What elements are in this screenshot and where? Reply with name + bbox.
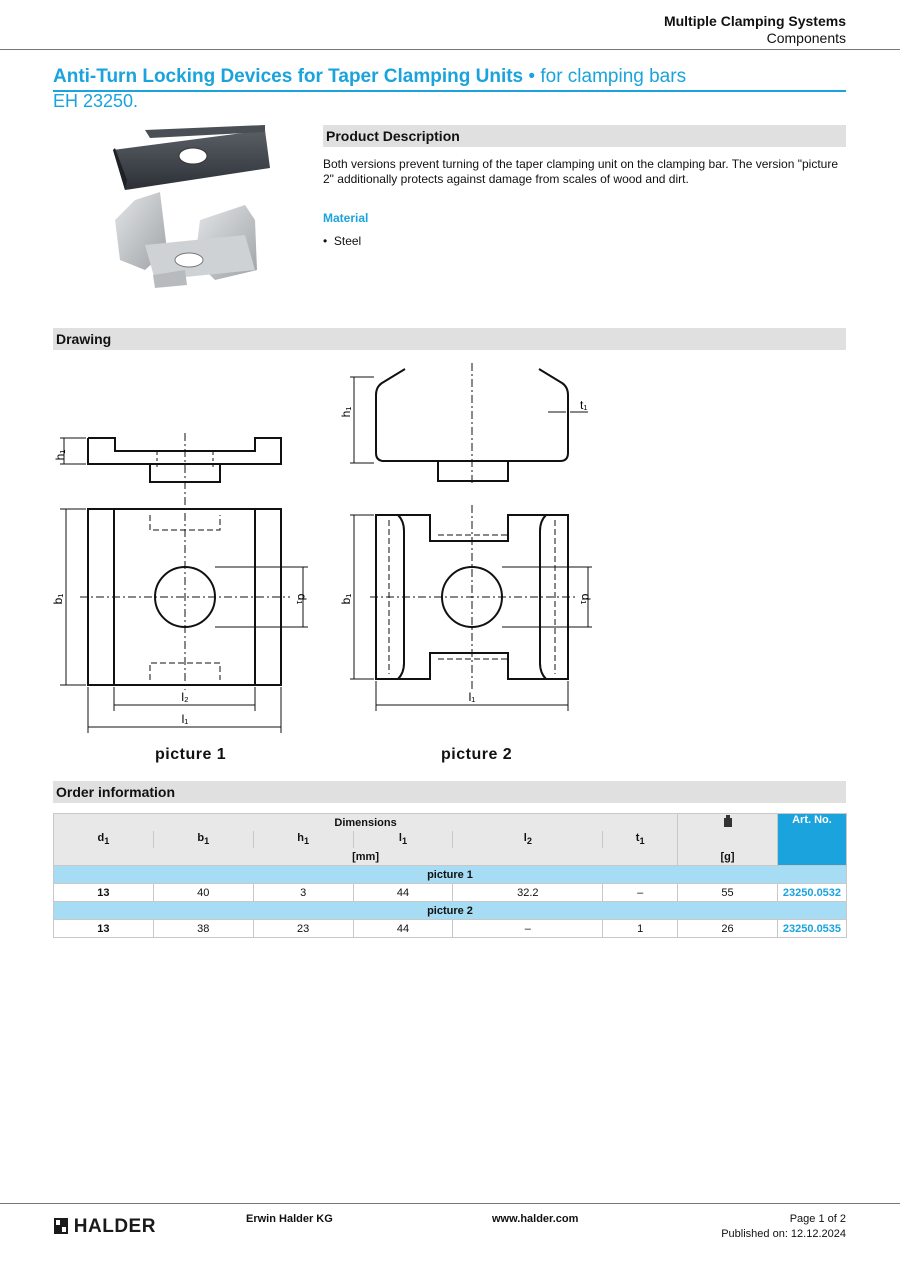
weight-icon — [678, 814, 778, 832]
artno-header: Art. No. — [777, 814, 846, 866]
material-heading: Material — [323, 211, 369, 225]
group-row — [54, 902, 847, 920]
group-label: picture 2 — [54, 902, 847, 920]
cell-d1: 13 — [54, 920, 154, 938]
title-main: Anti-Turn Locking Devices for Taper Clamping Units — [53, 66, 524, 87]
svg-text:d₁: d₁ — [295, 593, 309, 605]
table-row — [54, 884, 847, 902]
technical-drawing — [50, 355, 610, 740]
table-header-units — [54, 848, 847, 866]
product-description-heading: Product Description — [323, 125, 846, 147]
order-heading: Order information — [53, 781, 846, 803]
cell-l2: – — [453, 920, 603, 938]
group-row — [54, 866, 847, 884]
svg-text:l₂: l₂ — [181, 690, 189, 704]
dimensions-label: Dimensions — [54, 814, 678, 832]
artno-link[interactable]: 23250.0532 — [777, 884, 846, 902]
drawing-caption-2: picture 2 — [441, 746, 513, 763]
cell-weight: 55 — [678, 884, 778, 902]
cell-l1: 44 — [353, 920, 453, 938]
footer-company: Erwin Halder KG — [246, 1213, 333, 1225]
cell-t1: 1 — [603, 920, 678, 938]
cell-l2: 32.2 — [453, 884, 603, 902]
col-d1: $d_1$ — [54, 831, 154, 848]
order-table — [53, 813, 847, 938]
unit-mm: [mm] — [54, 848, 678, 866]
header-divider — [0, 49, 900, 50]
unit-g: [g] — [678, 848, 778, 866]
col-b1: $b_1$ — [153, 831, 253, 848]
footer-page: Page 1 of 2 — [789, 1213, 846, 1225]
table-header-cols — [54, 831, 847, 848]
col-l1: $l_1$ — [353, 831, 453, 848]
cell-b1: 40 — [153, 884, 253, 902]
product-photo — [105, 120, 285, 290]
artno-link[interactable]: 23250.0535 — [777, 920, 846, 938]
page-title: Anti-Turn Locking Devices for Taper Clamping Units • for clamping bars — [53, 66, 687, 87]
cell-h1: 3 — [253, 884, 353, 902]
svg-text:h₁: h₁ — [339, 406, 353, 418]
svg-text:h₁: h₁ — [53, 449, 67, 461]
material-item: • Steel — [323, 234, 362, 248]
group-label: picture 1 — [54, 866, 847, 884]
company-logo — [54, 1216, 156, 1238]
cell-l1: 44 — [353, 884, 453, 902]
logo-mark-icon — [54, 1218, 68, 1234]
header-subtitle: Components — [766, 30, 846, 46]
material-item-label: Steel — [333, 234, 362, 248]
col-h1: $h_1$ — [253, 831, 353, 848]
col-l2: $l_2$ — [453, 831, 603, 848]
footer-published: Published on: 12.12.2024 — [721, 1228, 846, 1240]
logo-text: HALDER — [73, 1216, 156, 1237]
cell-d1: 13 — [54, 884, 154, 902]
table-header-row — [54, 814, 847, 832]
svg-text:b₁: b₁ — [339, 593, 353, 605]
cell-b1: 38 — [153, 920, 253, 938]
svg-text:b₁: b₁ — [51, 593, 65, 605]
header-title: Multiple Clamping Systems — [663, 13, 846, 29]
footer-divider — [0, 1203, 900, 1204]
cell-weight: 26 — [678, 920, 778, 938]
title-underline — [53, 90, 846, 92]
cell-h1: 23 — [253, 920, 353, 938]
col-t1: $t_1$ — [603, 831, 678, 848]
drawing-heading: Drawing — [53, 328, 846, 350]
cell-t1: – — [603, 884, 678, 902]
product-description-text: Both versions prevent turning of the taper clamping unit on the clamping bar. The version "picture 2" additionally protects against damage from scales of wood and dirt. — [323, 157, 838, 186]
product-code: EH 23250. — [53, 91, 139, 111]
svg-text:l₁: l₁ — [468, 690, 476, 704]
table-row — [54, 920, 847, 938]
drawing-caption-1: picture 1 — [155, 746, 227, 763]
svg-text:t₁: t₁ — [580, 398, 588, 412]
svg-text:d₁: d₁ — [579, 593, 593, 605]
footer-website[interactable]: www.halder.com — [492, 1213, 579, 1225]
title-suffix: for clamping bars — [540, 66, 687, 87]
svg-text:l₁: l₁ — [181, 712, 189, 726]
